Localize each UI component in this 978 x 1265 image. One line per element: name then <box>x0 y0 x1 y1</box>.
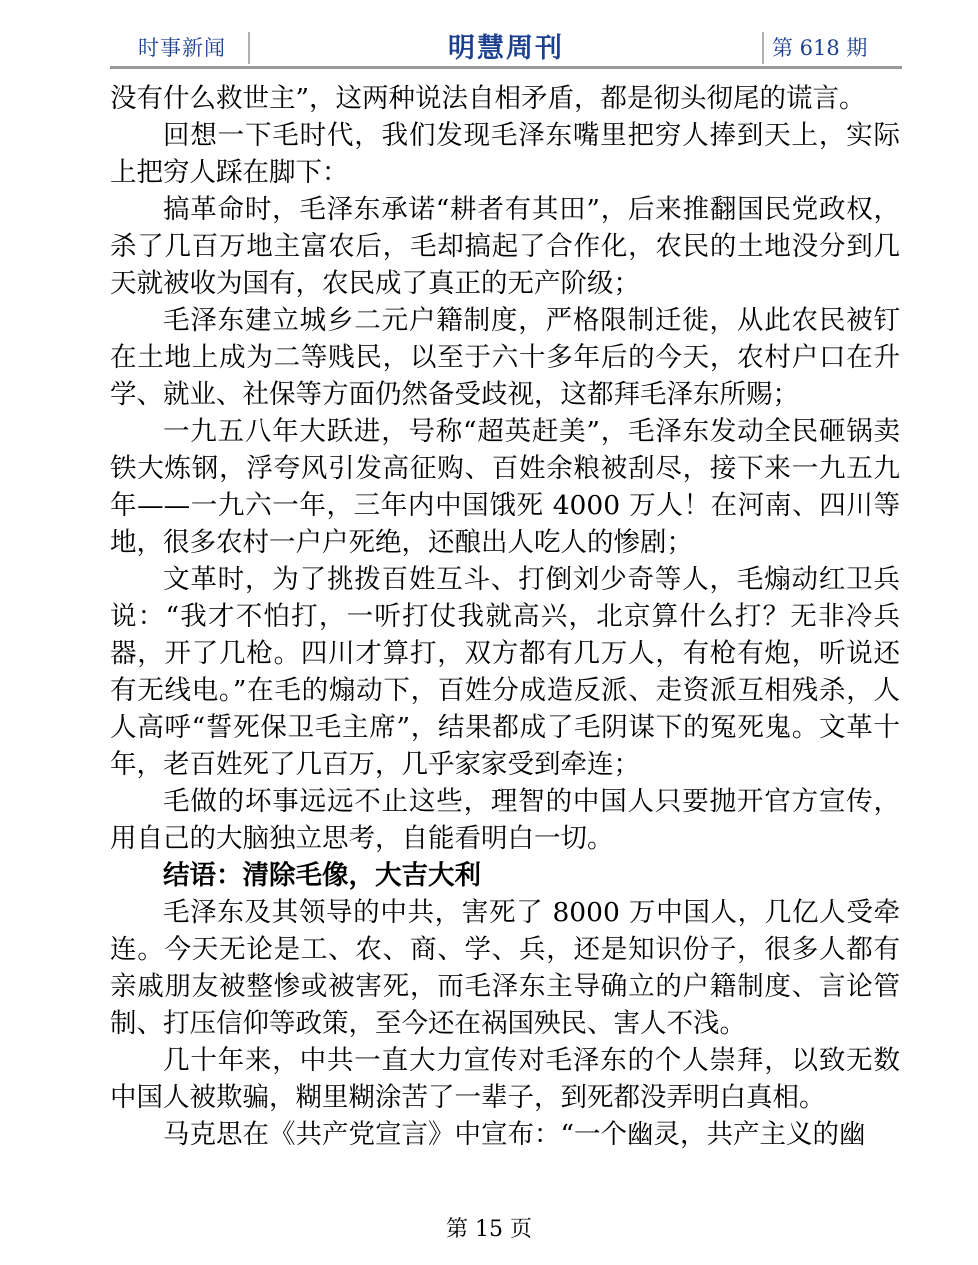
paragraph: 一九五八年大跃进，号称“超英赶美”，毛泽东发动全民砸锅卖铁大炼钢，浮夸风引发高征购、百姓余粮被刮尽，接下来一九五九年——一九六一年，三年内中国饿死 4000 万人！在河南、四川等地，很多农村一户户死绝，还酿出人吃人的惨剧； <box>110 416 900 558</box>
page-header <box>110 22 902 68</box>
paragraph: 回想一下毛时代，我们发现毛泽东嘴里把穷人捧到天上，实际上把穷人踩在脚下： <box>110 120 900 188</box>
paragraph: 毛泽东建立城乡二元户籍制度，严格限制迁徙，从此农民被钉在土地上成为二等贱民，以至于六十多年后的今天，农村户口在升学、就业、社保等方面仍然备受歧视，这都拜毛泽东所赐； <box>110 305 900 410</box>
header-rule <box>110 66 902 69</box>
issue-number: 第 618 期 <box>772 36 868 60</box>
paragraph: 马克思在《共产党宣言》中宣布：“一个幽灵，共产主义的幽 <box>163 1119 866 1150</box>
paragraph: 几十年来，中共一直大力宣传对毛泽东的个人崇拜，以致无数中国人被欺骗，糊里糊涂苦了一辈子，到死都没弄明白真相。 <box>110 1045 900 1113</box>
paragraph: 没有什么救世主”，这两种说法自相矛盾，都是彻头彻尾的谎言。 <box>110 83 866 114</box>
article-body <box>110 80 900 1153</box>
publication-title: 明慧周刊 <box>448 33 564 64</box>
paragraph: 搞革命时，毛泽东承诺“耕者有其田”，后来推翻国民党政权，杀了几百万地主富农后，毛却搞起了合作化，农民的土地没分到几天就被收为国有，农民成了真正的无产阶级； <box>110 194 900 299</box>
page-number: 第 15 页 <box>446 1217 532 1242</box>
paragraph: 毛做的坏事远远不止这些，理智的中国人只要抛开官方宣传，用自己的大脑独立思考，自能看明白一切。 <box>110 786 900 854</box>
section-label: 时事新闻 <box>138 36 226 60</box>
section-heading: 结语：清除毛像，大吉大利 <box>163 860 481 891</box>
paragraph: 毛泽东及其领导的中共，害死了 8000 万中国人，几亿人受牵连。今天无论是工、农、商、学、兵，还是知识份子，很多人都有亲戚朋友被整惨或被害死，而毛泽东主导确立的户籍制度、言论管制、打压信仰等政策，至今还在祸国殃民、害人不浅。 <box>110 897 900 1039</box>
paragraph: 文革时，为了挑拨百姓互斗、打倒刘少奇等人，毛煽动红卫兵说：“我才不怕打，一听打仗我就高兴，北京算什么打？无非冷兵器，开了几枪。四川才算打，双方都有几万人，有枪有炮，听说还有无线电。”在毛的煽动下，百姓分成造反派、走资派互相残杀，人人高呼“誓死保卫毛主席”，结果都成了毛阴谋下的冤死鬼。文革十年，老百姓死了几百万，几乎家家受到牵连； <box>110 564 900 780</box>
header-divider <box>762 32 764 64</box>
